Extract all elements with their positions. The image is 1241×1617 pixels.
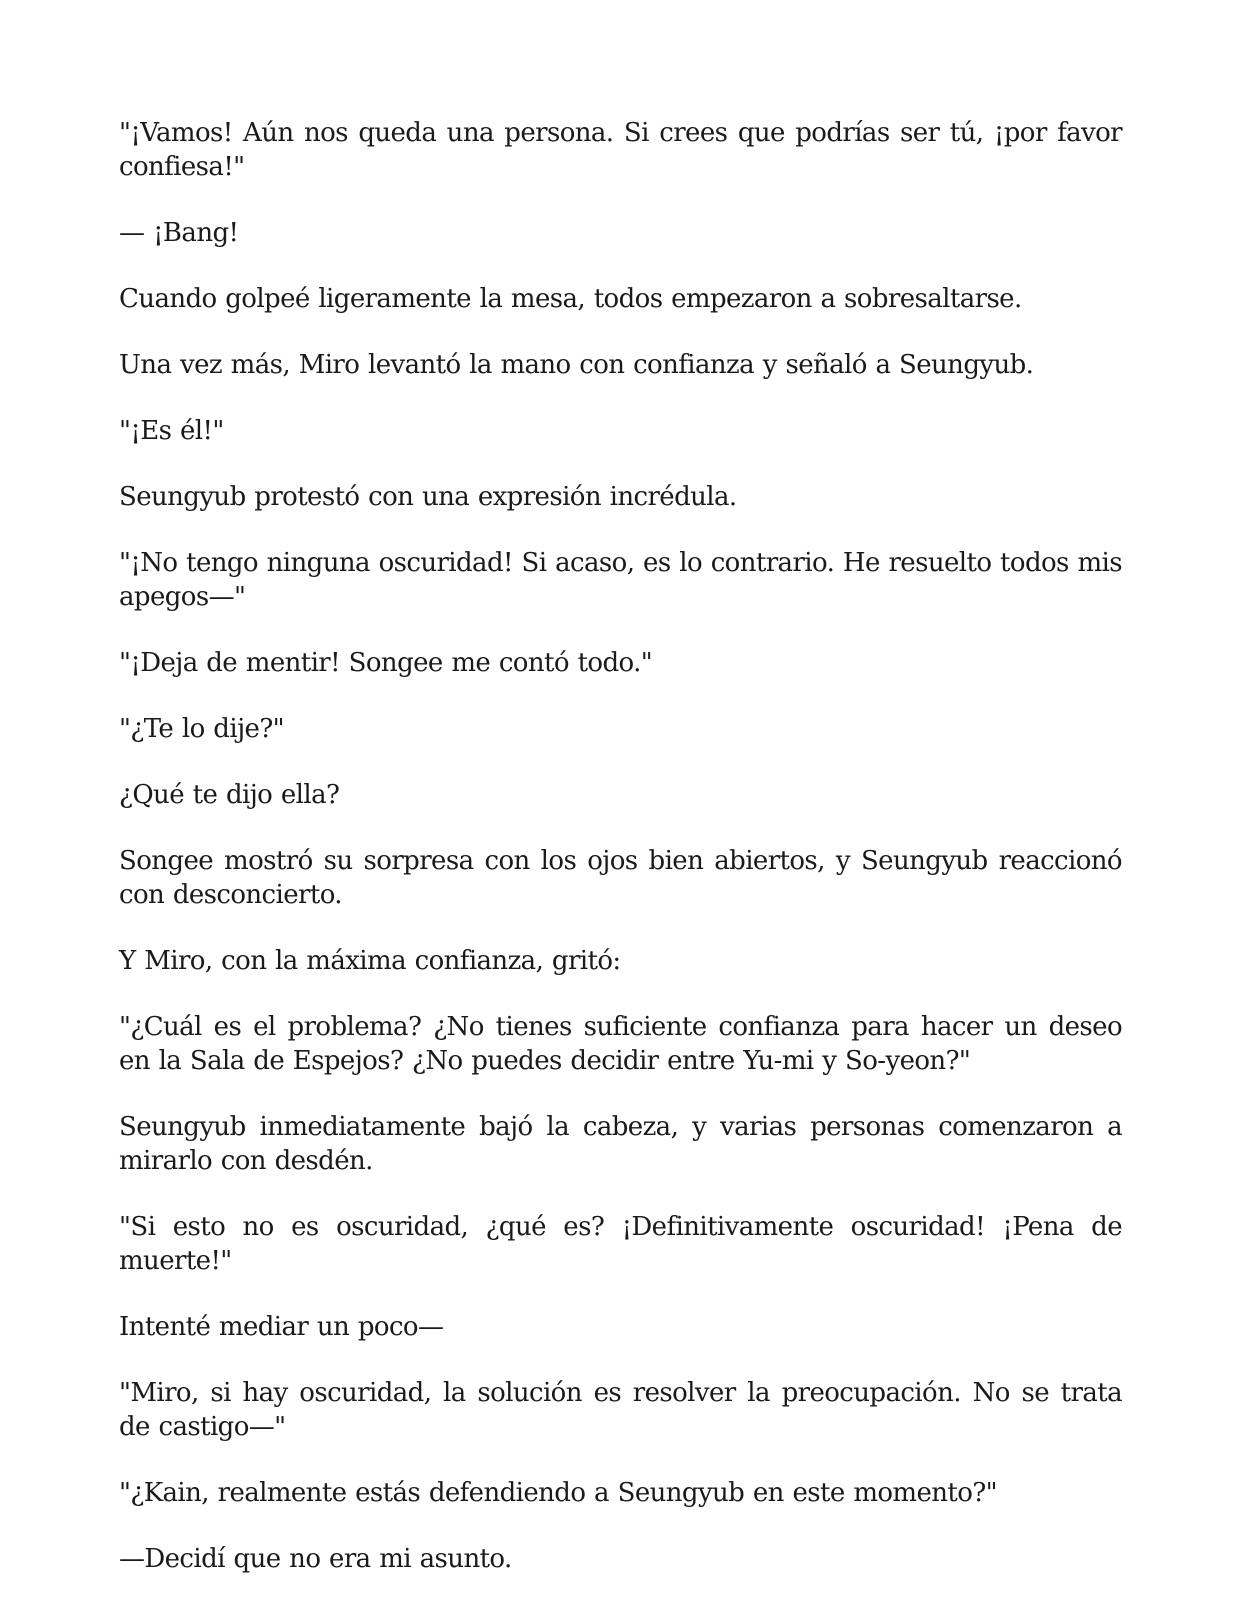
paragraph: "Si esto no es oscuridad, ¿qué es? ¡Definitivamente oscuridad! ¡Pena de muerte!" <box>119 1212 1122 1276</box>
paragraph: —Decidí que no era mi asunto. <box>119 1544 512 1574</box>
paragraph: Songee mostró su sorpresa con los ojos bien abiertos, y Seungyub reaccionó con desconcierto. <box>119 846 1122 910</box>
paragraph: "¿Kain, realmente estás defendiendo a Seungyub en este momento?" <box>119 1478 998 1508</box>
paragraph: "¡Es él!" <box>119 416 224 446</box>
paragraph: "¡Vamos! Aún nos queda una persona. Si crees que podrías ser tú, ¡por favor confiesa!" <box>119 118 1122 182</box>
paragraph: Intenté mediar un poco— <box>119 1312 444 1342</box>
document-page <box>119 116 1122 1576</box>
paragraph: "¡Deja de mentir! Songee me contó todo." <box>119 648 653 678</box>
paragraph: "¿Cuál es el problema? ¿No tienes suficiente confianza para hacer un deseo en la Sala de Espejos? ¿No puedes decidir entre Yu-mi y So-yeon?" <box>119 1012 1122 1076</box>
paragraph: Y Miro, con la máxima confianza, gritó: <box>119 946 621 976</box>
paragraph: "¡No tengo ninguna oscuridad! Si acaso, es lo contrario. He resuelto todos mis apegos—" <box>119 548 1122 612</box>
paragraph: Una vez más, Miro levantó la mano con confianza y señaló a Seungyub. <box>119 350 1034 380</box>
paragraph: "¿Te lo dije?" <box>119 714 285 744</box>
paragraph: ¿Qué te dijo ella? <box>119 780 340 810</box>
paragraph: Seungyub protestó con una expresión incrédula. <box>119 482 737 512</box>
paragraph: Seungyub inmediatamente bajó la cabeza, y varias personas comenzaron a mirarlo con desdén. <box>119 1112 1122 1176</box>
paragraph: — ¡Bang! <box>119 218 239 248</box>
paragraph: "Miro, si hay oscuridad, la solución es resolver la preocupación. No se trata de castigo—" <box>119 1378 1122 1442</box>
paragraph: Cuando golpeé ligeramente la mesa, todos empezaron a sobresaltarse. <box>119 284 1022 314</box>
